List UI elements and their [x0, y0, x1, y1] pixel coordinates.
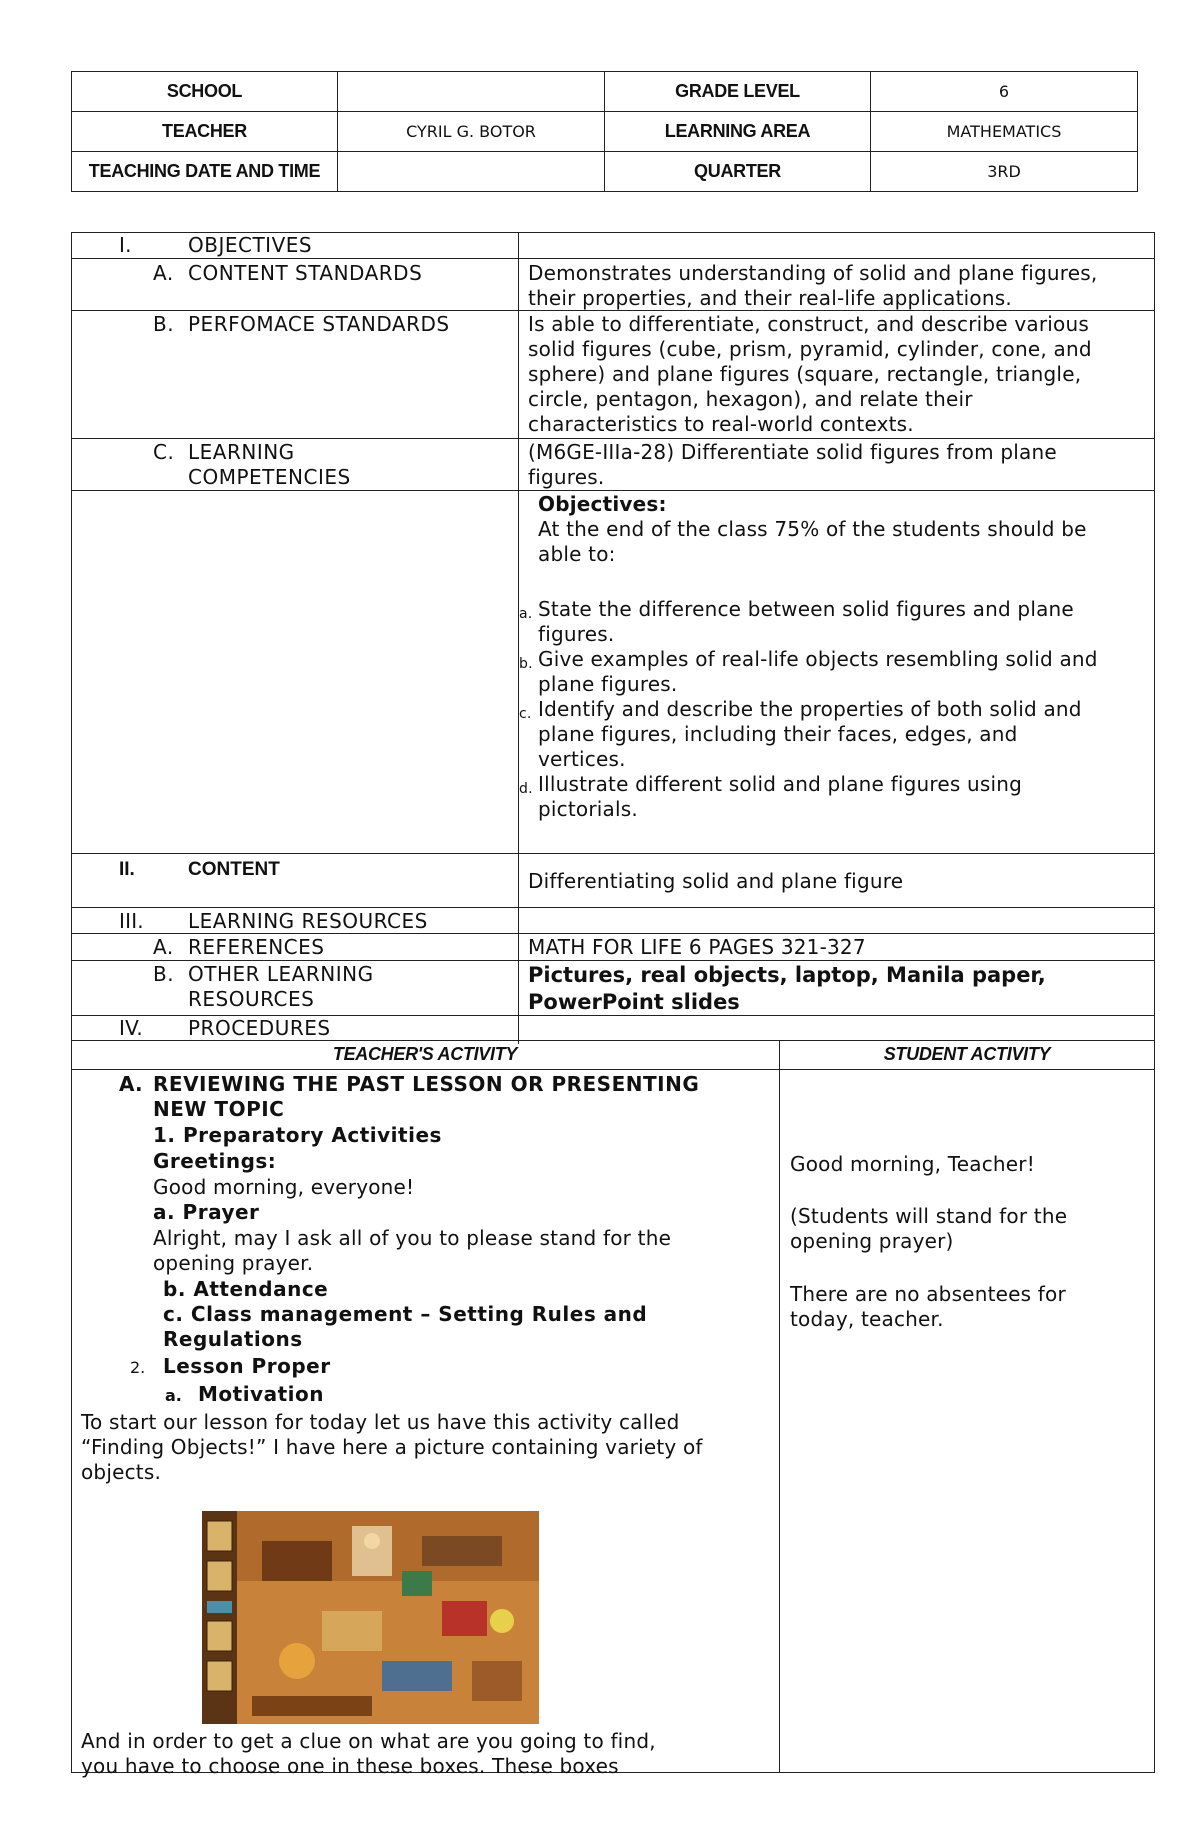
lesson-proper-number: 2.	[130, 1358, 146, 1377]
other-resources-label	[188, 962, 374, 1012]
list-letter: b.	[519, 656, 533, 672]
hidden-object-scene-icon	[202, 1511, 539, 1724]
performance-standards-label: PERFOMACE STANDARDS	[188, 312, 450, 336]
performance-standards-value	[528, 312, 1092, 437]
text-line: circle, pentagon, hexagon), and relate their	[528, 387, 973, 411]
text-line: characteristics to real-world contexts.	[528, 412, 914, 436]
class-management-label	[163, 1302, 647, 1352]
learning-area-value: MATHEMATICS	[871, 112, 1138, 152]
text-line: RESOURCES	[188, 987, 315, 1011]
text-line: sphere) and plane figures (square, rectangle, triangle,	[528, 362, 1082, 386]
competencies-letter: C.	[153, 440, 175, 464]
resources-title: LEARNING RESOURCES	[188, 909, 428, 933]
greetings-label: Greetings:	[153, 1149, 277, 1173]
competencies-value	[528, 440, 1057, 490]
text-line: figures.	[528, 465, 605, 489]
list-item	[519, 647, 1149, 697]
resources-number: III.	[119, 909, 144, 933]
content-number: II.	[119, 859, 135, 880]
performance-standards-letter: B.	[153, 312, 175, 336]
procedures-number: IV.	[119, 1016, 143, 1040]
learning-area-label: LEARNING AREA	[605, 112, 871, 152]
content-value: Differentiating solid and plane figure	[528, 869, 904, 893]
teaching-date-value	[338, 152, 605, 192]
text-line: LEARNING	[188, 440, 295, 464]
text-line: At the end of the class 75% of the students should be	[538, 517, 1087, 541]
text-line: NEW TOPIC	[153, 1097, 285, 1121]
motivation-label: Motivation	[198, 1382, 324, 1406]
text-line: “Finding Objects!” I have here a picture containing variety of	[81, 1435, 703, 1459]
text-line: Alright, may I ask all of you to please stand for the	[153, 1226, 672, 1250]
teacher-label: TEACHER	[72, 112, 338, 152]
student-response-greeting: Good morning, Teacher!	[790, 1152, 1035, 1176]
student-response-attendance	[790, 1282, 1066, 1332]
references-label: REFERENCES	[188, 935, 325, 959]
text-line: (Students will stand for the	[790, 1204, 1068, 1228]
text-line: opening prayer)	[790, 1229, 954, 1253]
content-standards-value	[528, 261, 1097, 311]
list-item	[519, 772, 1149, 822]
objectives-title: OBJECTIVES	[188, 233, 313, 257]
text-line: solid figures (cube, prism, pyramid, cylinder, cone, and	[528, 337, 1092, 361]
text-line: COMPETENCIES	[188, 465, 351, 489]
text-line: Demonstrates understanding of solid and plane figures,	[528, 261, 1098, 285]
student-activity-heading: STUDENT ACTIVITY	[883, 1044, 1051, 1064]
other-resources-value	[528, 962, 1046, 1016]
text-line: PowerPoint slides	[528, 990, 740, 1014]
teacher-value: CYRIL G. BOTOR	[338, 112, 605, 152]
grade-level-label: GRADE LEVEL	[605, 72, 871, 112]
text-line: There are no absentees for	[790, 1282, 1066, 1306]
text-line: REVIEWING THE PAST LESSON OR PRESENTING	[153, 1072, 700, 1096]
objectives-list	[519, 597, 1149, 822]
list-letter: a.	[519, 606, 533, 622]
text-line: To start our lesson for today let us have this activity called	[81, 1410, 680, 1434]
text-line: vertices.	[538, 747, 626, 771]
list-item	[519, 697, 1149, 772]
motivation-text	[81, 1410, 703, 1485]
text-line: Regulations	[163, 1327, 303, 1351]
list-letter: d.	[519, 781, 533, 797]
text-line: (M6GE-IIIa-28) Differentiate solid figures from plane	[528, 440, 1057, 464]
header-table	[71, 71, 1138, 192]
greetings-text: Good morning, everyone!	[153, 1175, 415, 1199]
text-line: plane figures, including their faces, edges, and	[538, 722, 1018, 746]
text-line: OTHER LEARNING	[188, 962, 374, 986]
competencies-label	[188, 440, 351, 490]
list-item	[519, 597, 1149, 647]
content-label: CONTENT	[188, 859, 280, 880]
school-value	[338, 72, 605, 112]
objectives-number: I.	[119, 233, 132, 257]
teaching-date-label: TEACHING DATE AND TIME	[72, 152, 338, 192]
objectives-intro	[538, 517, 1087, 567]
clue-text	[81, 1729, 656, 1779]
attendance-label: b. Attendance	[163, 1277, 329, 1301]
text-line: you have to choose one in these boxes. These boxes	[81, 1754, 619, 1778]
other-resources-letter: B.	[153, 962, 175, 986]
motivation-letter: a.	[165, 1386, 182, 1405]
prayer-text	[153, 1226, 671, 1276]
text-line: today, teacher.	[790, 1307, 944, 1331]
text-line: Give examples of real-life objects resembling solid and	[538, 647, 1098, 671]
text-line: opening prayer.	[153, 1251, 314, 1275]
step-a-title	[153, 1072, 699, 1122]
text-line: pictorials.	[538, 797, 638, 821]
text-line: Is able to differentiate, construct, and describe various	[528, 312, 1089, 336]
text-line: Identify and describe the properties of both solid and	[538, 697, 1082, 721]
text-line: Pictures, real objects, laptop, Manila paper,	[528, 963, 1046, 987]
text-line: c. Class management – Setting Rules and	[163, 1302, 648, 1326]
list-letter: c.	[519, 706, 532, 722]
student-response-prayer	[790, 1204, 1067, 1254]
procedures-title: PROCEDURES	[188, 1016, 331, 1040]
finding-objects-picture	[202, 1511, 539, 1724]
objectives-heading: Objectives:	[538, 492, 667, 516]
text-line: Illustrate different solid and plane figures using	[538, 772, 1023, 796]
text-line: plane figures.	[538, 672, 678, 696]
text-line: And in order to get a clue on what are you going to find,	[81, 1729, 656, 1753]
teacher-activity-heading: TEACHER'S ACTIVITY	[332, 1044, 518, 1064]
lesson-proper-label: Lesson Proper	[163, 1354, 331, 1378]
text-line: State the difference between solid figures and plane	[538, 597, 1074, 621]
references-letter: A.	[153, 935, 174, 959]
grade-level-value: 6	[871, 72, 1138, 112]
text-line: figures.	[538, 622, 615, 646]
content-standards-letter: A.	[153, 261, 174, 285]
references-value: MATH FOR LIFE 6 PAGES 321-327	[528, 935, 866, 959]
text-line: their properties, and their real-life applications.	[528, 286, 1012, 310]
quarter-label: QUARTER	[605, 152, 871, 192]
step-a-letter: A.	[119, 1072, 143, 1096]
prayer-label: a. Prayer	[153, 1200, 260, 1224]
quarter-value: 3RD	[871, 152, 1138, 192]
text-line: objects.	[81, 1460, 162, 1484]
text-line: able to:	[538, 542, 616, 566]
content-standards-label: CONTENT STANDARDS	[188, 261, 423, 285]
preparatory-activities: 1. Preparatory Activities	[153, 1123, 442, 1147]
school-label: SCHOOL	[72, 72, 338, 112]
